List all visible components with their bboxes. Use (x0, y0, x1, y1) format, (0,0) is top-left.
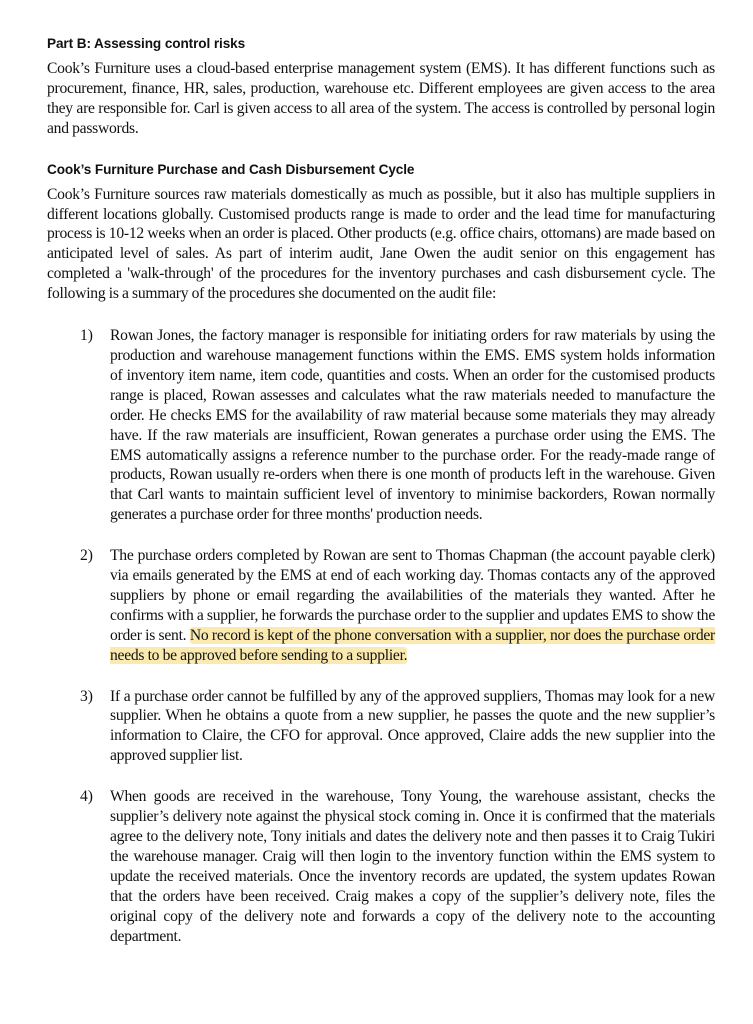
part-heading: Part B: Assessing control risks (47, 36, 246, 51)
section-heading: Cook’s Furniture Purchase and Cash Disbursement Cycle (47, 161, 415, 177)
document-page (47, 36, 715, 967)
intro-paragraph: Cook’s Furniture uses a cloud-based enterprise management system (EMS). It has different functions such as procurement, finance, HR, sales, production, warehouse etc. Different employees are given access to the area they are responsible for. Carl is given access to all area of the system. The access is controlled by personal login and passwords. (47, 60, 715, 137)
procedures-list (47, 326, 715, 946)
procedure-item (47, 546, 715, 665)
item-text: When goods are received in the warehouse, Tony Young, the warehouse assistant, checks the supplier’s delivery note against the physical stock coming in. Once it is confirmed that the materials agree to the delivery note, Tony initials and dates the delivery note and then passes it to Craig Tukiri the warehouse manager. Craig will then login to the inventory function within the EMS system to update the received materials. Once the inventory records are updated, the system updates Rowan that the orders have been received. Craig makes a copy of the supplier’s delivery note, files the original copy of the delivery note and forwards a copy of the delivery note to the accounting department. (110, 788, 715, 945)
item-number: 4) (80, 788, 93, 806)
procedure-item (47, 687, 715, 767)
highlighted-text: No record is kept of the phone conversation with a supplier, nor does the purchase order needs to be approved before sending to a supplier. (110, 626, 715, 664)
item-text: If a purchase order cannot be fulfilled by any of the approved suppliers, Thomas may look for a new supplier. When he obtains a quote from a new supplier, he passes the quote and the new supplier’s information to Claire, the CFO for approval. Once approved, Claire adds the new supplier into the approved supplier list. (110, 687, 715, 765)
procedure-item (47, 787, 715, 946)
section-paragraph: Cook’s Furniture sources raw materials domestically as much as possible, but it also has multiple suppliers in different locations globally. Customised products range is made to order and the lead time for manufacturing process is 10-12 weeks when an order is placed. Other products (e.g. office chairs, ottomans) are made based on anticipated level of sales. As part of interim audit, Jane Owen the audit senior on this engagement has completed a 'walk-through' of the procedures for the inventory purchases and cash disbursement cycle. The following is a summary of the procedures she documented on the audit file: (47, 185, 715, 303)
item-text: Rowan Jones, the factory manager is responsible for initiating orders for raw materials by using the production and warehouse management functions within the EMS. EMS system holds information of inventory item name, item code, quantities and costs. When an order for the customised products range is placed, Rowan assesses and calculates what the raw materials needed to manufacture the order. He checks EMS for the availability of raw material because some materials they may already have. If the raw materials are insufficient, Rowan generates a purchase order using the EMS. The EMS automatically assigns a reference number to the purchase order. For the ready-made range of products, Rowan usually re-orders when there is one month of products left in the warehouse. Given that Carl wants to maintain sufficient level of inventory to minimise backorders, Rowan normally generates a purchase order for three months' production needs. (110, 327, 715, 524)
item-number: 2) (80, 547, 93, 565)
procedure-item (47, 326, 715, 525)
item-number: 1) (80, 327, 93, 345)
item-number: 3) (80, 687, 93, 705)
item-text-container (110, 546, 715, 665)
item-text: The purchase orders completed by Rowan are sent to Thomas Chapman (the account payable clerk) via emails generated by the EMS at end of each working day. Thomas contacts any of the approved suppliers by phone or email regarding the availabilities of the materials they wanted. After he confirms with a supplier, he forwards the purchase order to the supplier and updates EMS to show the order is sent. (110, 547, 716, 644)
